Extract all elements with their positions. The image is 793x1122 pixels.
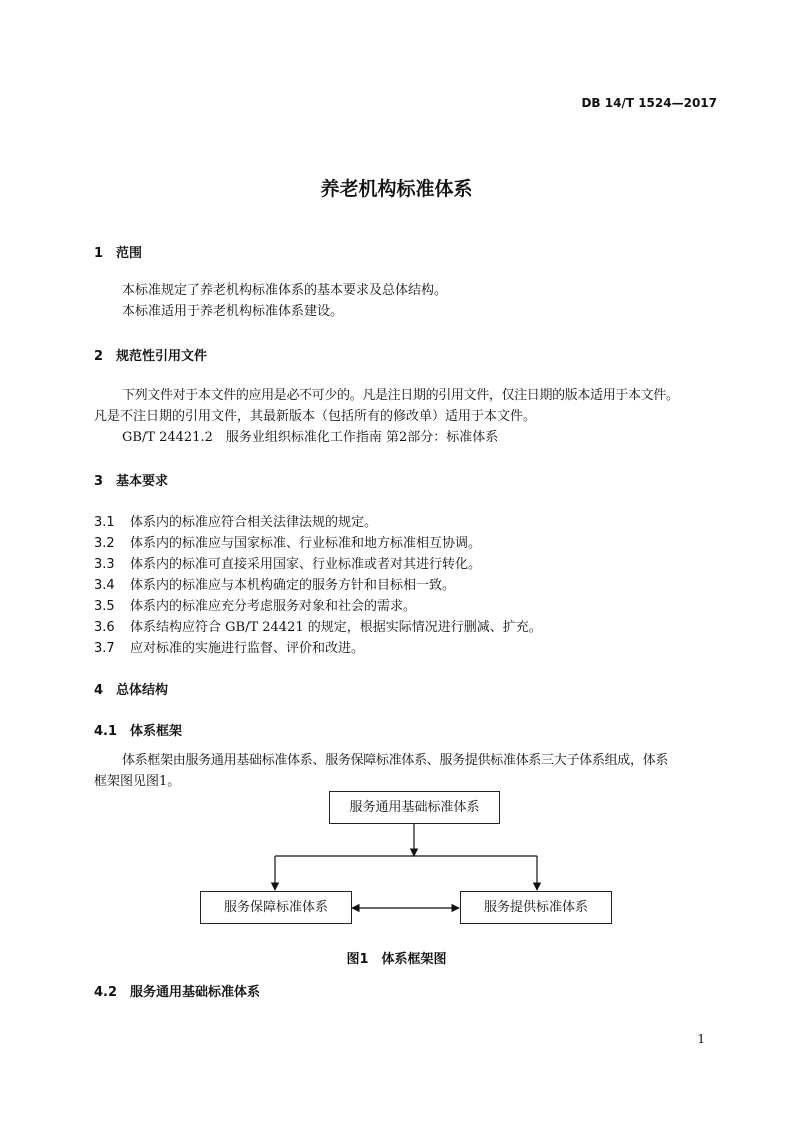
requirement-item: 3.3 体系内的标准可直接采用国家、行业标准或者对其进行转化。	[94, 557, 482, 572]
diagram-box-general-basic: 服务通用基础标准体系	[329, 791, 500, 824]
requirement-item: 3.2 体系内的标准应与国家标准、行业标准和地方标准相互协调。	[94, 536, 482, 551]
section-1-line-1: 本标准规定了养老机构标准体系的基本要求及总体结构。	[122, 283, 448, 298]
requirement-item: 3.5 体系内的标准应充分考虑服务对象和社会的需求。	[94, 599, 417, 614]
section-3-heading: 3 基本要求	[94, 474, 169, 489]
section-4-1-para-line-2: 框架图见图1。	[94, 774, 181, 789]
requirement-item: 3.4 体系内的标准应与本机构确定的服务方针和目标相一致。	[94, 578, 456, 593]
section-4-2-heading: 4.2 服务通用基础标准体系	[94, 985, 261, 1000]
section-2-heading: 2 规范性引用文件	[94, 349, 208, 364]
requirement-item: 3.1 体系内的标准应符合相关法律法规的规定。	[94, 515, 378, 530]
figure-caption: 图1 体系框架图	[346, 952, 447, 967]
section-4-1-para-line-1: 体系框架由服务通用基础标准体系、服务保障标准体系、服务提供标准体系三大子体系组成，体系	[122, 753, 669, 768]
page-title: 养老机构标准体系	[320, 178, 473, 200]
page-number: 1	[697, 1032, 705, 1046]
requirement-item: 3.6 体系结构应符合 GB/T 24421 的规定，根据实际情况进行删减、扩充。	[94, 620, 542, 635]
document-code: DB 14/T 1524—2017	[581, 96, 717, 110]
section-1-line-2: 本标准适用于养老机构标准体系建设。	[122, 304, 344, 319]
section-2-reference: GB/T 24421.2 服务业组织标准化工作指南 第2部分：标准体系	[122, 430, 499, 445]
section-2-para-line-2: 凡是不注日期的引用文件，其最新版本（包括所有的修改单）适用于本文件。	[94, 409, 537, 424]
diagram-box-provision: 服务提供标准体系	[460, 891, 612, 924]
requirement-item: 3.7 应对标准的实施进行监督、评价和改进。	[94, 641, 365, 656]
section-4-1-heading: 4.1 体系框架	[94, 724, 183, 739]
diagram-box-support: 服务保障标准体系	[200, 891, 352, 924]
section-2-para-line-1: 下列文件对于本文件的应用是必不可少的。凡是注日期的引用文件，仅注日期的版本适用于本文件。	[122, 388, 679, 403]
section-1-heading: 1 范围	[94, 246, 143, 261]
section-4-heading: 4 总体结构	[94, 683, 169, 698]
